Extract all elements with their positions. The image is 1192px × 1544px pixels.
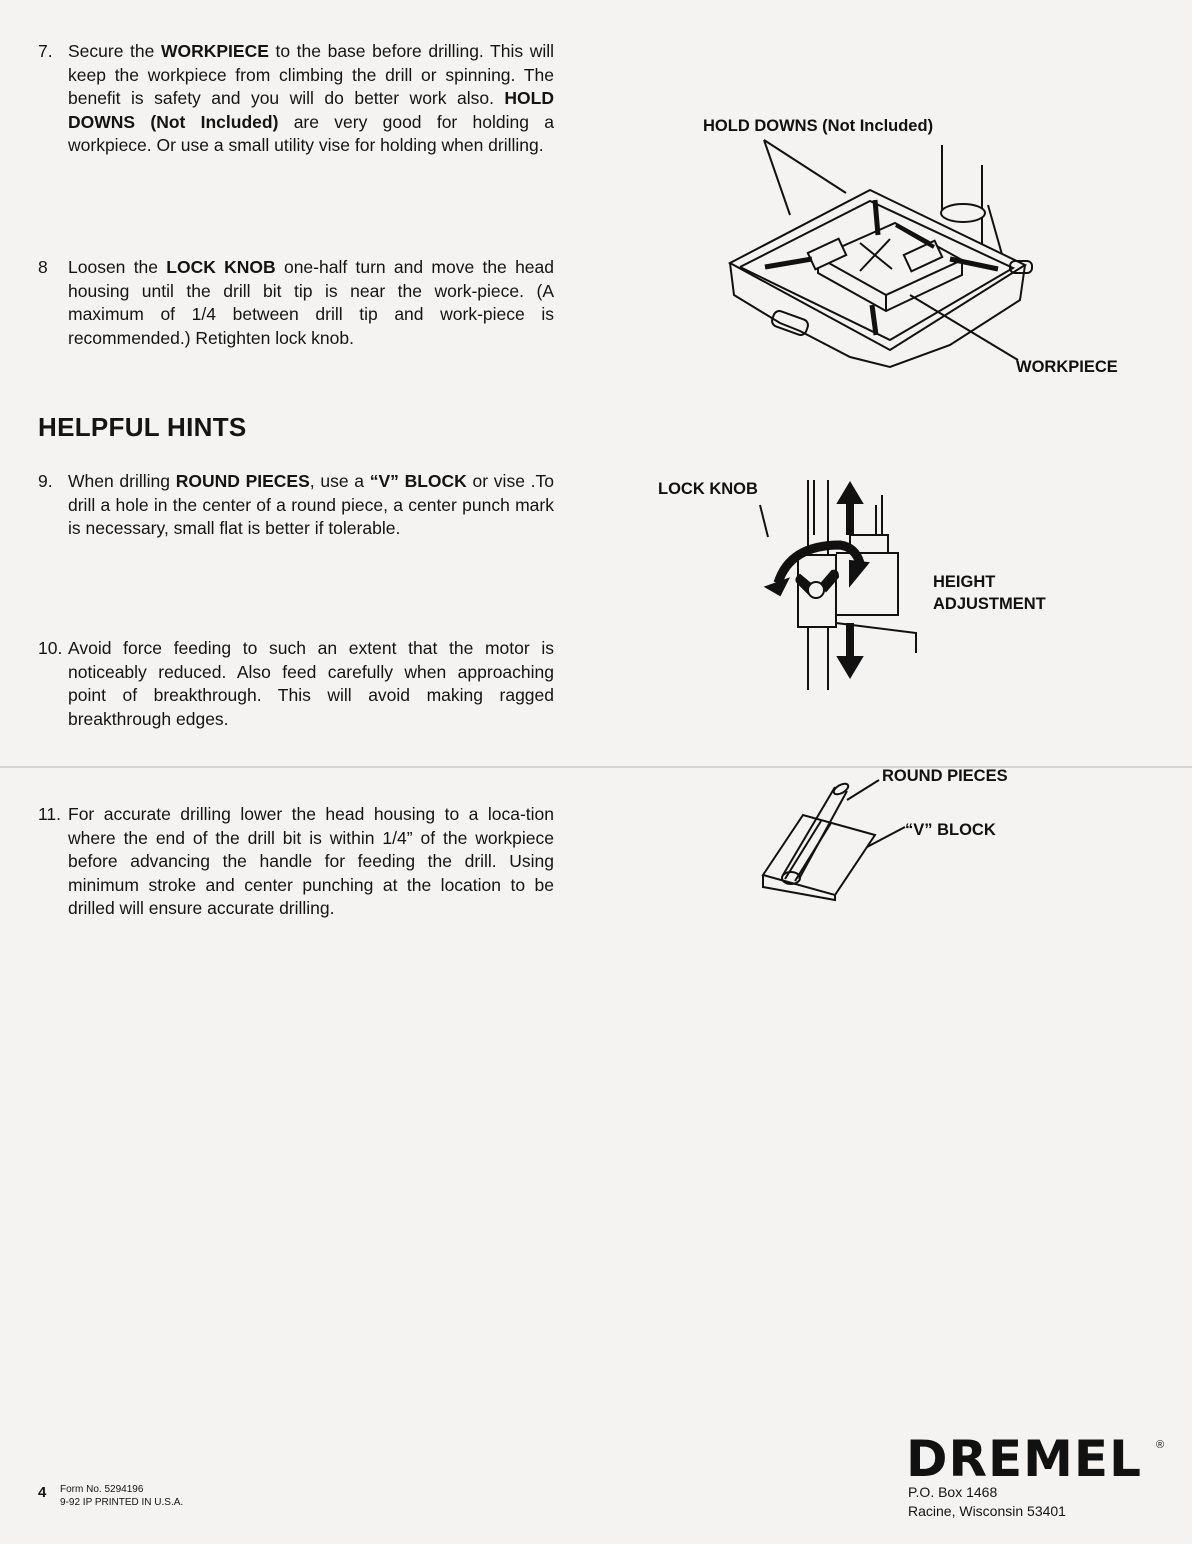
label-lock-knob: LOCK KNOB — [658, 480, 758, 498]
label-hold-downs: HOLD DOWNS (Not Included) — [703, 117, 934, 135]
drill-base-illustration — [720, 135, 1040, 385]
label-workpiece: WORKPIECE — [1016, 358, 1118, 376]
instruction-item-8 — [38, 256, 554, 350]
page-number: 4 — [38, 1484, 47, 1501]
item-text: Loosen the LOCK KNOB one-half turn and move the head housing until the drill bit tip is near the work-piece. (A maximum of 1/4 between drill tip and work-piece is recommended.) Retighten lock knob. — [68, 257, 554, 348]
instruction-item-7 — [38, 40, 554, 158]
item-text: Avoid force feeding to such an extent that the motor is noticeably reduced. Also feed carefully when approaching point of breakthrough. This will avoid making ragged breakthrough edges. — [68, 638, 554, 729]
company-address: P.O. Box 1468 Racine, Wisconsin 53401 — [908, 1484, 1066, 1519]
paper-fold-line — [0, 766, 1192, 768]
item-text: For accurate drilling lower the head housing to a loca-tion where the end of the drill bit is within 1/4” of the workpiece before advancing the handle for feeding the drill. Using minimum stroke and center punching at the location to be drilled will ensure accurate drilling. — [68, 804, 554, 919]
item-number: 9. — [38, 471, 53, 491]
instruction-item-9 — [38, 470, 554, 541]
item-number: 7. — [38, 41, 53, 61]
instruction-item-11 — [38, 803, 554, 921]
item-number: 8 — [38, 257, 48, 277]
label-height-adjustment: HEIGHT ADJUSTMENT — [933, 573, 1046, 613]
lock-knob-illustration — [750, 475, 930, 695]
v-block-illustration — [755, 775, 915, 905]
form-info: Form No. 5294196 9-92 IP PRINTED IN U.S.A. — [60, 1484, 184, 1508]
item-number: 10. — [38, 638, 63, 658]
section-heading: HELPFUL HINTS — [38, 412, 247, 442]
registered-mark: ® — [1156, 1439, 1165, 1451]
dremel-logo: DREMEL — [906, 1430, 1142, 1488]
label-round-pieces: ROUND PIECES — [882, 767, 1008, 785]
item-text: When drilling ROUND PIECES, use a “V” BLOCK or vise .To drill a hole in the center of a round piece, a center punch mark is necessary, small flat is better if tolerable. — [68, 471, 554, 539]
instruction-item-10 — [38, 637, 554, 731]
item-number: 11. — [38, 804, 62, 824]
label-v-block: “V” BLOCK — [905, 821, 996, 839]
item-text: Secure the WORKPIECE to the base before drilling. This will keep the workpiece from climbing the drill or spinning. The benefit is safety and you will do better work also. HOLD DOWNS (Not Included) are very good for holding a workpiece. Or use a small utility vise for holding when drilling. — [68, 41, 555, 156]
